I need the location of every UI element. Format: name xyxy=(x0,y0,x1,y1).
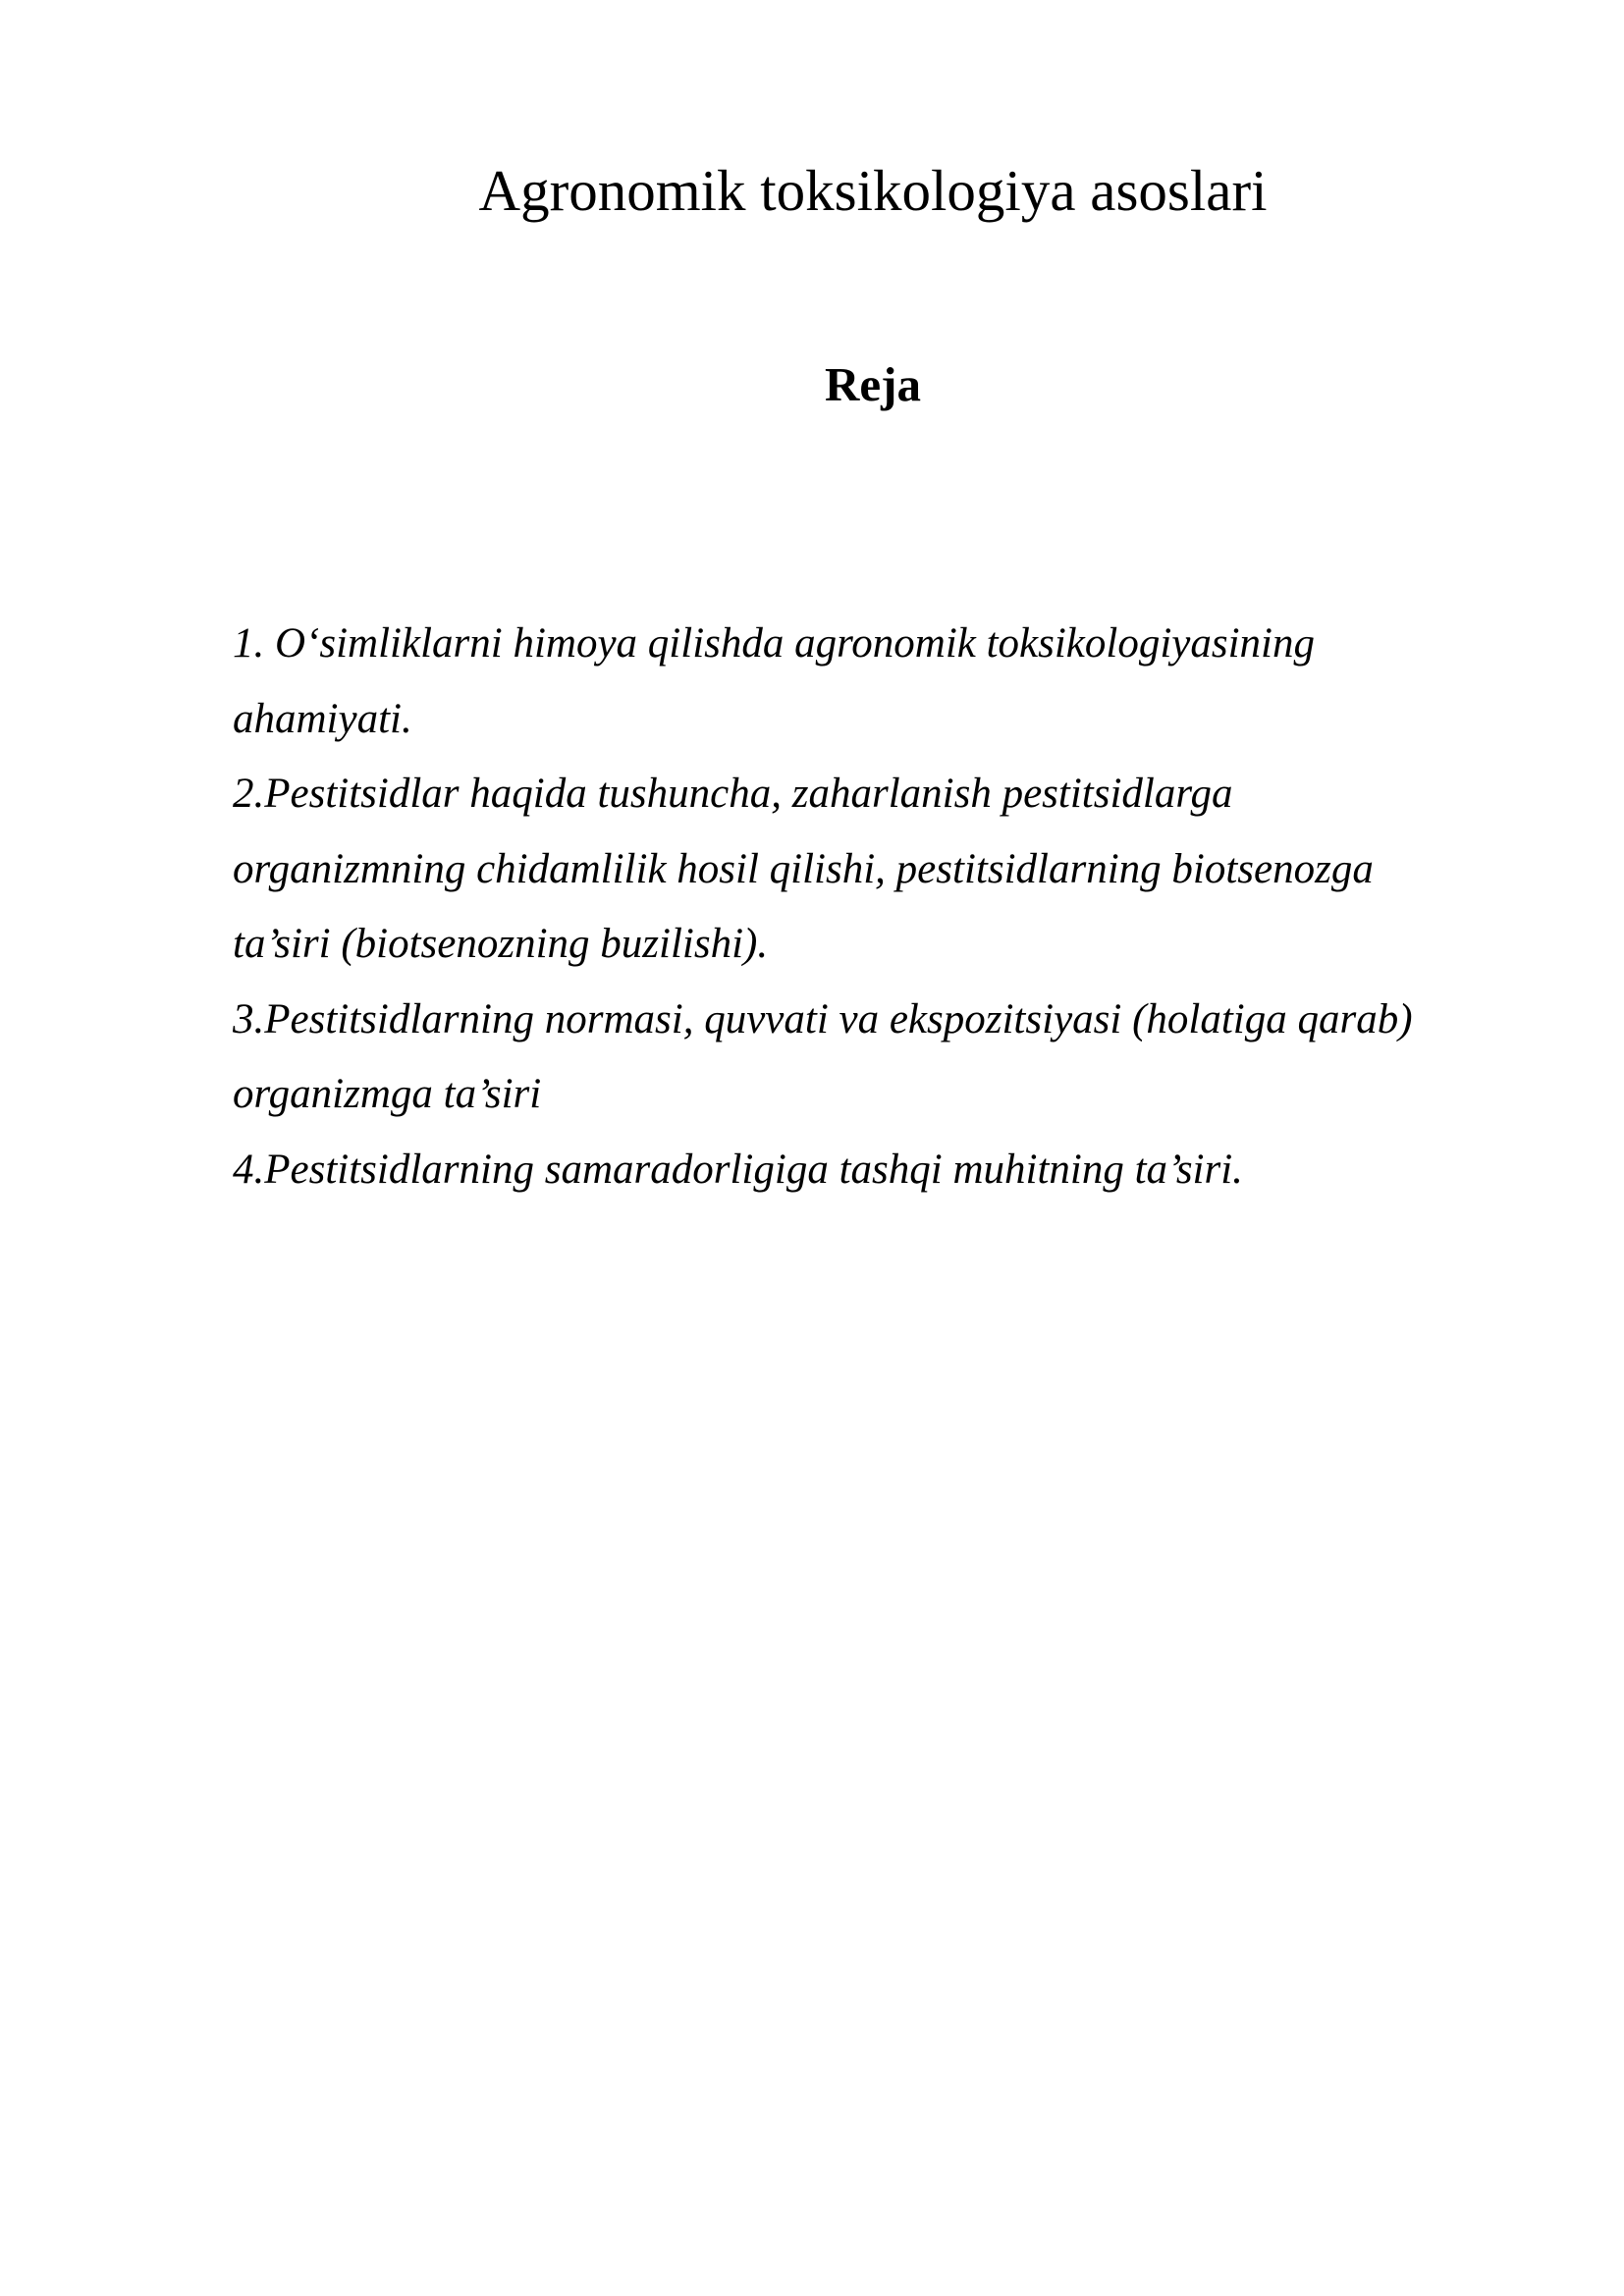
plan-item-3-line-1: 3.Pestitsidlarning normasi, quvvati va ekspozitsiyasi (holatiga qarab) xyxy=(233,995,1413,1042)
plan-item-1-line-2: ahamiyati. xyxy=(233,695,412,742)
document-title: Agronomik toksikologiya asoslari xyxy=(478,158,1268,223)
plan-item-2-line-2: organizmning chidamlilik hosil qilishi, pestitsidlarning biotsenozga xyxy=(233,845,1374,892)
plan-item-2-line-1: 2.Pestitsidlar haqida tushuncha, zaharlanish pestitsidlarga xyxy=(233,771,1233,817)
plan-item-4-line-1: 4.Pestitsidlarning samaradorligiga tashqi muhitning ta’siri. xyxy=(233,1146,1243,1193)
plan-item-2-line-3: ta’siri (biotsenozning buzilishi). xyxy=(233,921,769,967)
plan-heading: Reja xyxy=(825,357,921,411)
plan-item-1-line-1: 1. O‘simliklarni himoya qilishda agronomik toksikologiyasining xyxy=(233,620,1316,667)
plan-list xyxy=(233,607,1470,1207)
plan-item-3-line-2: organizmga ta’siri xyxy=(233,1071,542,1117)
